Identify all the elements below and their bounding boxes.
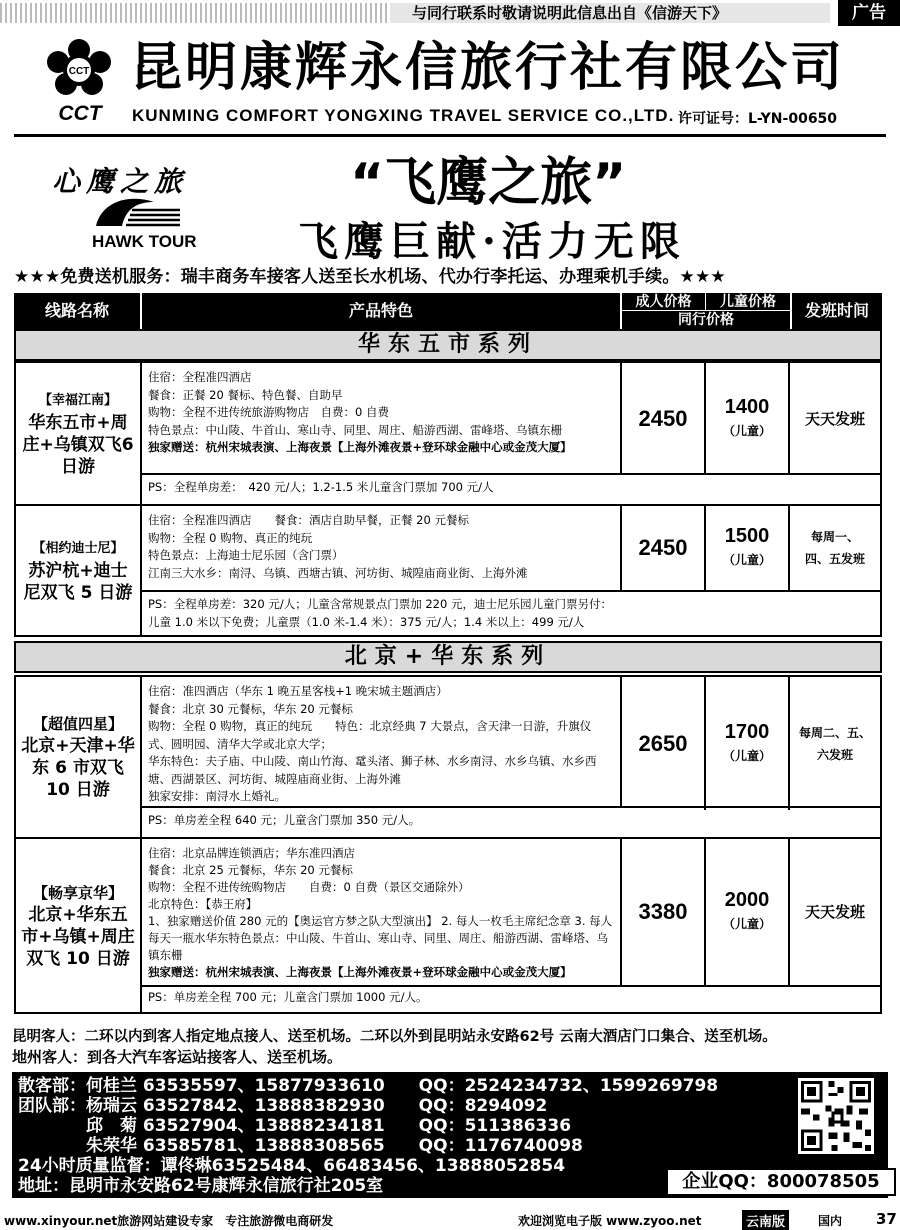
table-row	[14, 675, 882, 839]
source-notice: 与同行联系时敬请说明此信息出自《信游天下》	[390, 3, 830, 23]
feature-line: 餐食：正餐 20 餐标、特色餐、自助早	[148, 387, 343, 402]
contact-block	[12, 1072, 888, 1198]
child-price	[706, 839, 790, 985]
ps-line: 儿童 1.0 米以下免费；儿童票（1.0 米-1.4 米）：375 元/人；1.4 米以上：499 元/人	[148, 614, 585, 629]
feature-line: 住宿：全程准四酒店 餐食：酒店自助早餐，正餐 20 元餐标	[148, 513, 469, 527]
route-name	[16, 839, 142, 1012]
table-row	[14, 839, 882, 1014]
feature-line: 餐食：北京 30 元餐标，华东 20 元餐标	[148, 701, 353, 716]
top-strip	[0, 0, 900, 26]
svg-text:CCT: CCT	[68, 66, 90, 77]
adult-price: 2450	[622, 363, 706, 475]
route-name	[16, 677, 142, 837]
route-tag: 【幸福江南】	[38, 392, 117, 408]
feature-line: 华东特色：夫子庙、中山陵、南山竹海、鼋头渚、狮子林、水乡南浔、水乡乌镇、水乡西塘、西湖景区、河坊街、城隍庙商业街、上海外滩	[148, 754, 597, 786]
header-child-price: 儿童价格	[706, 293, 790, 311]
kunming-guest-note: 昆明客人：二环以内到客人指定地点接人、送至机场。二环以外到昆明站永安路62号 云南大酒店门口集合、送至机场。	[12, 1029, 777, 1045]
route-tag: 【畅享京华】	[32, 883, 123, 902]
feature-line: 购物：全程 0 购物，真正的纯玩 特色：北京经典 7 大景点，含天津一日游，升旗仪式、圆明园、清华大学或北京大学；	[148, 719, 592, 751]
ps-line: PS：全程单房差： 420 元/人；1.2-1.5 米儿童含门票加 700 元/人	[148, 480, 494, 494]
feature-line: 购物：全程 0 购物、真正的纯玩	[148, 530, 313, 545]
header-route: 线路名称	[14, 293, 140, 329]
header-divider	[14, 134, 886, 137]
child-price	[706, 506, 790, 590]
child-price	[706, 677, 790, 810]
header-schedule: 发班时间	[792, 293, 882, 329]
child-price-note: （儿童）	[722, 748, 771, 763]
footer-right-text: 欢迎浏览电子版 www.zyoo.net	[518, 1214, 702, 1228]
company-header	[0, 32, 900, 132]
ad-label: 广告	[838, 0, 900, 26]
child-price-note: （儿童）	[722, 424, 771, 438]
route-features	[142, 677, 622, 810]
company-name-en: KUNMING COMFORT YONGXING TRAVEL SERVICE CO.,LTD.	[132, 106, 675, 125]
feature-line: 独家安排：南浔水上婚礼。	[148, 789, 286, 803]
contact-row: 地址：昆明市永安路62号康辉永信旅行社205室	[18, 1176, 384, 1196]
hawk-wing-icon	[92, 192, 182, 232]
feature-line: 特色景点：上海迪士尼乐园（含门票）	[148, 548, 344, 562]
ps-note	[142, 985, 880, 1012]
route-title: 苏沪杭+迪士尼双飞 5 日游	[23, 560, 133, 603]
child-price-value: 2000	[724, 889, 770, 911]
route-name	[16, 506, 142, 635]
schedule: 天天发班	[804, 410, 865, 428]
route-features	[142, 506, 622, 590]
child-price-value: 1700	[724, 720, 770, 743]
feature-line: 餐食：北京 25 元餐标，华东 20 元餐标	[148, 863, 353, 877]
slogan-title: “飞鹰之旅”	[350, 153, 627, 213]
feature-line: 1、独家赠送价值 280 元的【奥运官方梦之队大型演出】 2. 每人一枚毛主席纪念章 3. 每人每天一瓶水华东特色景点：中山陵、牛首山、寒山寺、同里、周庄、船游西湖、雷峰塔、乌镇东栅	[148, 914, 613, 962]
qr-code-icon	[798, 1078, 874, 1154]
child-price-value: 1400	[724, 396, 770, 418]
section-title-beijing-east-china: 北京+华东系列	[14, 641, 882, 673]
schedule: 每周二、五、六发班	[798, 725, 871, 762]
schedule: 天天发班	[804, 903, 865, 921]
feature-line: 特色景点：中山陵、牛首山、寒山寺、同里、周庄、船游西湖、雷峰塔、乌镇东栅	[148, 422, 562, 437]
section-title-east-china: 华东五市系列	[14, 329, 882, 361]
adult-price: 2450	[622, 506, 706, 590]
ps-note	[142, 473, 880, 504]
cct-flower-logo-icon	[44, 38, 114, 100]
contact-row: 散客部：何桂兰 63535597、15877933610 QQ：2524234732、1599269798	[18, 1076, 719, 1096]
prefecture-guest-note: 地州客人：到各大汽车客运站接客人、送至机场。	[12, 1048, 343, 1066]
route-features	[142, 363, 622, 475]
decorative-stripes	[0, 3, 390, 23]
header-features: 产品特色	[142, 293, 620, 329]
ps-note	[142, 806, 880, 837]
header-peer-price: 同行价格	[678, 312, 734, 328]
free-transfer-notice: ★★★免费送机服务：瑞丰商务车接客人送至长水机场、代办行李托运、办理乘机手续。★★★	[14, 267, 726, 287]
ps-line: PS：全程单房差：320 元/人；儿童含常规景点门票加 220 元，迪士尼乐园儿童门票另付：	[148, 597, 612, 611]
page-footer	[0, 1208, 900, 1230]
hawk-tour-label: HAWK TOUR	[92, 232, 197, 251]
contact-row: 朱荣华 63585781、13888308565 QQ：1176740098	[18, 1136, 583, 1156]
header-price-group	[622, 293, 790, 329]
route-features	[142, 839, 622, 985]
schedule: 每周一、四、五发班	[804, 530, 865, 566]
company-name-cn: 昆明康辉永信旅行社有限公司	[130, 38, 846, 98]
ps-note	[142, 590, 880, 635]
feature-line: 住宿：准四酒店（华东 1 晚五星客栈+1 晚宋城主题酒店）	[148, 684, 448, 698]
ps-line: PS：单房差全程 700 元；儿童含门票加 1000 元/人。	[148, 990, 428, 1004]
feature-line: 住宿：北京品牌连锁酒店；华东准四酒店	[148, 846, 355, 860]
feature-line: 购物：全程不进传统购物店 自费：0 自费（景区交通除外）	[148, 880, 470, 894]
logo-text: CCT	[58, 102, 102, 125]
hawk-script-title: 心鹰之旅	[52, 165, 189, 198]
feature-line: 独家赠送：杭州宋城表演、上海夜景【上海外滩夜景+登环球金融中心或金茂大厦】	[148, 440, 572, 454]
child-price-note: （儿童）	[722, 917, 771, 931]
route-title: 华东五市+周庄+乌镇双飞6日游	[22, 412, 134, 477]
company-qq: 企业QQ：800078505	[666, 1168, 896, 1196]
feature-line: 住宿：全程准四酒店	[148, 370, 252, 384]
contact-row: 团队部：杨瑞云 63527842、13888382930 QQ：8294092	[18, 1096, 548, 1116]
child-price	[706, 363, 790, 475]
section-label: 国内	[818, 1214, 843, 1228]
feature-line: 购物：全程不进传统旅游购物店 自费：0 自费	[148, 405, 389, 419]
route-tag: 【超值四星】	[32, 715, 123, 733]
table-row	[14, 506, 882, 637]
adult-price: 3380	[622, 839, 706, 985]
header-adult-price: 成人价格	[622, 293, 706, 311]
route-title: 北京+天津+华东 6 市双飞 10 日游	[21, 736, 135, 800]
feature-line: 独家赠送：杭州宋城表演、上海夜景【上海外滩夜景+登环球金融中心或金茂大厦】	[148, 965, 572, 979]
table-row	[14, 361, 882, 506]
edition-tag: 云南版	[742, 1210, 789, 1230]
license-number: 许可证号：L-YN-00650	[678, 111, 838, 127]
slogan-subtitle: 飞鹰巨献·活力无限	[298, 218, 686, 265]
route-title: 北京+华东五市+乌镇+周庄双飞 10 日游	[21, 904, 135, 969]
ps-line: PS：单房差全程 640 元；儿童含门票加 350 元/人。	[148, 813, 421, 827]
feature-line: 北京特色：【恭王府】	[148, 897, 258, 911]
adult-price: 2650	[622, 677, 706, 810]
route-tag: 【相约迪士尼】	[32, 540, 124, 556]
contact-row: 邱 菊 63527904、13888234181 QQ：511386336	[18, 1116, 572, 1136]
feature-line: 江南三大水乡：南浔、乌镇、西塘古镇、河坊街、城隍庙商业街、上海外滩	[148, 565, 528, 580]
child-price-note: （儿童）	[722, 553, 771, 567]
child-price-value: 1500	[724, 525, 770, 547]
footer-left-text: www.xinyour.net旅游网站建设专家 专注旅游微电商研发	[4, 1214, 334, 1228]
route-name	[16, 363, 142, 504]
page-number: 37	[876, 1210, 897, 1228]
contact-row: 24小时质量监督：谭佟琳63525484、66483456、13888052854	[18, 1156, 566, 1176]
